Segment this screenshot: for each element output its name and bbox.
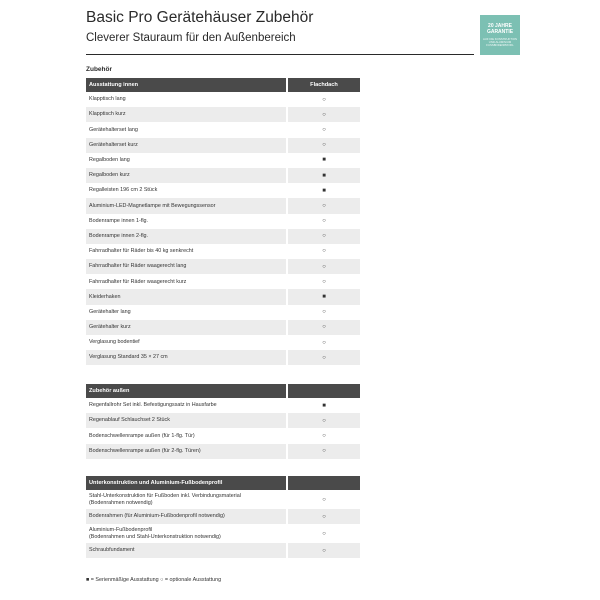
row-label <box>86 157 286 164</box>
row-label-text: Kleiderhaken <box>89 293 121 300</box>
optional-mark-icon: ○ <box>322 126 326 133</box>
row-label <box>86 547 286 554</box>
table-rows <box>86 92 360 365</box>
row-label-text: Fahrradhalter für Räder waagerecht kurz <box>89 278 187 285</box>
row-label-text: Bodenrampe innen 1-flg. <box>89 217 149 224</box>
table-row <box>86 413 360 428</box>
optional-mark-icon: ○ <box>322 324 326 331</box>
row-label-note: (Bodenrahmen und Stahl-Unterkonstruktion notwendig) <box>89 533 221 540</box>
table-header-label: Ausstattung innen <box>89 82 139 88</box>
row-label-text: Klapptisch lang <box>89 96 126 103</box>
optional-mark-icon: ○ <box>322 339 326 346</box>
warranty-badge <box>480 15 520 55</box>
table-row <box>86 444 360 459</box>
row-label-text: Bodenschwellenrampe außen (für 1-flg. Tür) <box>89 432 195 439</box>
table-header-label: Zubehör außen <box>89 388 130 394</box>
row-label-text: Regalboden kurz <box>89 172 130 179</box>
row-label <box>86 187 286 194</box>
table-row <box>86 509 360 524</box>
row-label-text: Verglasung bodentief <box>89 339 140 346</box>
badge-small-text: AUF DIE KONSTRUKTION UND ALUMINIUM FUSSBODENPROFIL <box>482 37 518 48</box>
table-header-column: Flachdach <box>310 82 338 88</box>
row-label-text: Gerätehalter kurz <box>89 324 131 331</box>
optional-mark-icon: ○ <box>322 111 326 118</box>
page-title: Basic Pro Gerätehäuser Zubehör <box>86 9 314 26</box>
table-header-label: Unterkonstruktion und Aluminium-Fußbodenprofil <box>89 480 223 486</box>
row-label-text: Fahrradhalter für Räder bis 40 kg senkrecht <box>89 248 194 255</box>
row-label-text: Gerätehalter lang <box>89 308 131 315</box>
row-label <box>86 203 286 210</box>
page-subtitle: Cleverer Stauraum für den Außenbereich <box>86 32 296 44</box>
optional-mark-icon: ○ <box>322 513 326 520</box>
row-label <box>86 218 286 225</box>
row-label <box>86 339 286 346</box>
header-separator <box>286 476 288 490</box>
row-label-text: Regenablauf Schlauchset 2 Stück <box>89 417 170 424</box>
optional-mark-icon: ○ <box>322 448 326 455</box>
row-label <box>86 127 286 134</box>
row-label-text: Bodenrahmen (für Aluminium-Fußbodenprofil notwendig) <box>89 513 225 520</box>
row-label <box>86 448 286 455</box>
table-row <box>86 153 360 168</box>
optional-mark-icon: ○ <box>322 96 326 103</box>
row-label <box>86 527 286 540</box>
optional-mark-icon: ○ <box>322 354 326 361</box>
table-row <box>86 320 360 335</box>
header-divider <box>86 54 474 55</box>
row-label-note: (Bodenrahmen notwendig) <box>89 499 153 506</box>
row-label <box>86 309 286 316</box>
optional-mark-icon: ○ <box>322 233 326 240</box>
table-row <box>86 138 360 153</box>
table-row <box>86 543 360 558</box>
row-label-text: Aluminium-Fußbodenprofil <box>89 527 153 534</box>
row-label-text: Schraubfundament <box>89 547 135 554</box>
optional-mark-icon: ○ <box>322 417 326 424</box>
row-label <box>86 111 286 118</box>
standard-mark-icon: ■ <box>322 402 326 409</box>
legend-footnote: ■ = Serienmäßige Ausstattung ○ = optionale Ausstattung <box>86 577 222 583</box>
header-separator <box>286 384 288 398</box>
standard-mark-icon: ■ <box>322 294 326 301</box>
row-label <box>86 513 286 520</box>
table-row <box>86 259 360 274</box>
table-row <box>86 244 360 259</box>
optional-mark-icon: ○ <box>322 142 326 149</box>
row-label <box>86 142 286 149</box>
table-zubehoer-aussen <box>86 384 360 459</box>
optional-mark-icon: ○ <box>322 432 326 439</box>
table-header <box>86 476 360 490</box>
optional-mark-icon: ○ <box>322 547 326 554</box>
table-header <box>86 384 360 398</box>
standard-mark-icon: ■ <box>322 187 326 194</box>
section-title: Zubehör <box>86 66 112 73</box>
row-label <box>86 402 286 409</box>
table-row <box>86 305 360 320</box>
row-label-text: Gerätehalterset lang <box>89 126 138 133</box>
table-row <box>86 398 360 413</box>
row-label <box>86 433 286 440</box>
optional-mark-icon: ○ <box>322 530 326 537</box>
row-label-text: Bodenschwellenrampe außen (für 2-flg. Türen) <box>89 447 201 454</box>
badge-line-1: 20 JAHRE <box>488 23 512 29</box>
row-label-text: Bodenrampe innen 2-flg. <box>89 232 149 239</box>
table-row <box>86 214 360 229</box>
row-label <box>86 354 286 361</box>
table-row <box>86 229 360 244</box>
table-rows <box>86 398 360 459</box>
row-label-text: Fahrradhalter für Räder waagerecht lang <box>89 263 187 270</box>
row-label-text: Aluminium-LED-Magnetlampe mit Bewegungssensor <box>89 202 216 209</box>
table-row <box>86 350 360 365</box>
optional-mark-icon: ○ <box>322 218 326 225</box>
optional-mark-icon: ○ <box>322 309 326 316</box>
table-rows <box>86 490 360 558</box>
row-label <box>86 493 286 506</box>
optional-mark-icon: ○ <box>322 278 326 285</box>
optional-mark-icon: ○ <box>322 202 326 209</box>
standard-mark-icon: ■ <box>322 157 326 164</box>
badge-line-2: GARANTIE <box>486 29 514 35</box>
table-row <box>86 274 360 289</box>
table-row <box>86 490 360 509</box>
table-header <box>86 78 360 92</box>
row-label-text: Verglasung Standard 35 × 27 cm <box>89 354 168 361</box>
table-row <box>86 198 360 213</box>
table-row <box>86 122 360 137</box>
table-row <box>86 168 360 183</box>
standard-mark-icon: ■ <box>322 172 326 179</box>
row-label <box>86 324 286 331</box>
table-row <box>86 289 360 304</box>
table-row <box>86 335 360 350</box>
row-label <box>86 233 286 240</box>
table-row <box>86 428 360 443</box>
row-label <box>86 172 286 179</box>
row-label-text: Regalboden lang <box>89 157 130 164</box>
row-label <box>86 279 286 286</box>
row-label <box>86 294 286 301</box>
optional-mark-icon: ○ <box>322 248 326 255</box>
table-ausstattung-innen <box>86 78 360 365</box>
row-label <box>86 96 286 103</box>
optional-mark-icon: ○ <box>322 496 326 503</box>
row-label <box>86 417 286 424</box>
row-label-text: Stahl-Unterkonstruktion für Fußboden inkl. Verbindungsmaterial <box>89 492 241 499</box>
row-label-text: Klapptisch kurz <box>89 111 126 118</box>
table-unterkonstruktion <box>86 476 360 558</box>
row-label <box>86 263 286 270</box>
row-label-text: Gerätehalterset kurz <box>89 141 138 148</box>
optional-mark-icon: ○ <box>322 263 326 270</box>
table-row <box>86 183 360 198</box>
row-label-text: Regalleisten 196 cm 2 Stück <box>89 187 158 194</box>
row-label-text: Regenfallrohr Set inkl. Befestigungssatz in Hausfarbe <box>89 402 217 409</box>
row-label <box>86 248 286 255</box>
table-row <box>86 107 360 122</box>
table-row <box>86 92 360 107</box>
table-row <box>86 524 360 543</box>
